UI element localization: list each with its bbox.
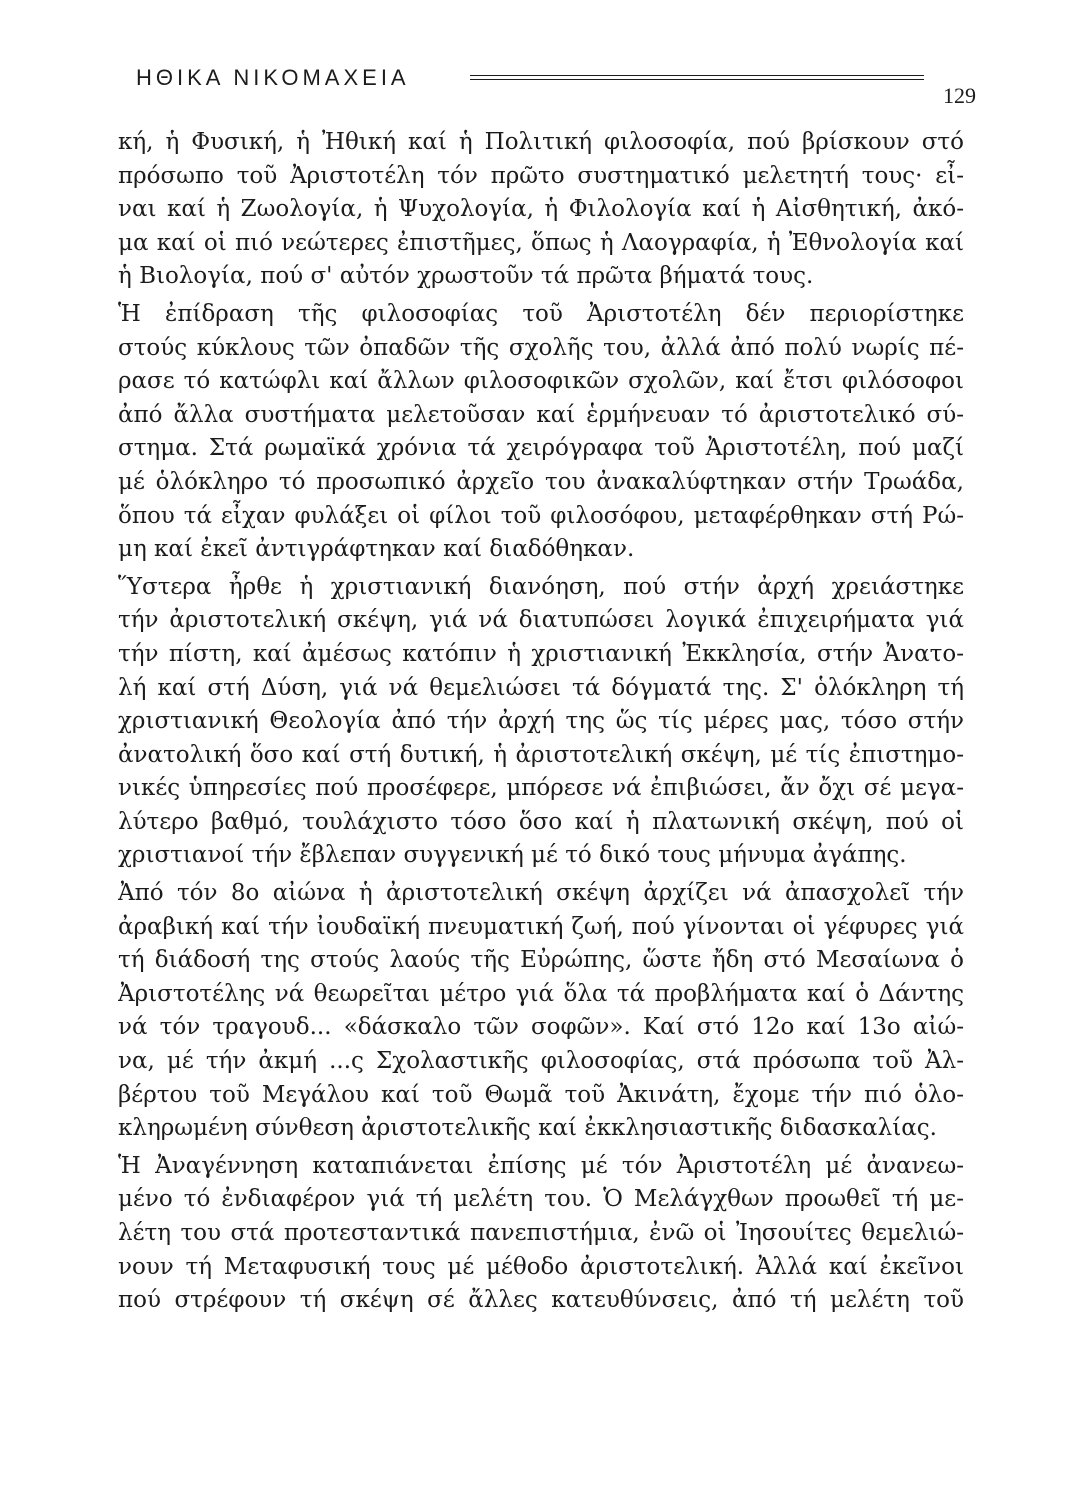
text-line: πού στρέφουν τή σκέψη σέ ἄλλες κατευθύνσεις, ἀπό τή μελέτη τοῦ <box>118 1287 964 1314</box>
text-line: Ἀριστοτέλης νά θεωρεῖται μέτρο γιά ὅλα τά προβλήματα καί ὁ Δάντης <box>118 980 964 1007</box>
text-line: βέρτου τοῦ Μεγάλου καί τοῦ Θωμᾶ τοῦ Ἀκινάτη, ἔχομε τήν πιό ὁλο- <box>118 1081 964 1108</box>
text-line: λέτη του στά προτεσταντικά πανεπιστήμια, ἐνῶ οἱ Ἰησουίτες θεμελιώ- <box>118 1220 964 1246</box>
text-line: ὅπου τά εἶχαν φυλάξει οἱ φίλοι τοῦ φιλοσόφου, μεταφέρθηκαν στή Ρώ- <box>118 502 964 529</box>
paragraph <box>118 126 964 294</box>
text-line: να, μέ τήν ἀκμή ...ς Σχολαστικῆς φιλοσοφίας, στά πρόσωπα τοῦ Ἀλ- <box>118 1048 964 1075</box>
text-line: Ἡ Ἀναγέννηση καταπιάνεται ἐπίσης μέ τόν Ἀριστοτέλη μέ ἀνανεω- <box>118 1152 964 1179</box>
text-line: ναι καί ἡ Ζωολογία, ἡ Ψυχολογία, ἡ Φιλολογία καί ἡ Αἰσθητική, ἀκό- <box>118 196 964 223</box>
paragraph <box>118 298 964 567</box>
header-title: ΗΘΙΚΑ ΝΙΚΟΜΑΧΕΙΑ <box>136 65 410 90</box>
text-line: τή διάδοσή της στούς λαούς τῆς Εὐρώπης, ὥστε ἤδη στό Μεσαίωνα ὁ <box>118 947 964 974</box>
body-text <box>118 126 964 1318</box>
text-line: Ἡ ἐπίδραση τῆς φιλοσοφίας τοῦ Ἀριστοτέλη δέν περιορίστηκε <box>118 300 964 327</box>
text-line: χριστιανοί τήν ἔβλεπαν συγγενική μέ τό δικό τους μήνυμα ἀγάπης. <box>118 842 907 869</box>
text-line: χριστιανική Θεολογία ἀπό τήν ἀρχή της ὥς τίς μέρες μας, τόσο στήν <box>118 708 964 735</box>
text-line: νικές ὑπηρεσίες πού προσέφερε, μπόρεσε νά ἐπιβιώσει, ἄν ὄχι σέ μεγα- <box>118 775 964 802</box>
page-number: 129 <box>943 83 976 108</box>
header-double-rule <box>470 75 924 80</box>
text-line: νουν τή Μεταφυσική τους μέ μέθοδο ἀριστοτελική. Ἀλλά καί ἐκεῖνοι <box>118 1253 964 1280</box>
text-line: μέ ὁλόκληρο τό προσωπικό ἀρχεῖο του ἀνακαλύφτηκαν στήν Τρωάδα, <box>118 468 964 495</box>
running-header <box>136 64 976 108</box>
text-line: στημα. Στά ρωμαϊκά χρόνια τά χειρόγραφα τοῦ Ἀριστοτέλη, πού μαζί <box>118 435 964 462</box>
text-line: νά τόν τραγουδ... «δάσκαλο τῶν σοφῶν». Καί στό 12ο καί 13ο αἰώ- <box>118 1014 964 1041</box>
paragraph <box>118 1150 964 1318</box>
text-line: τήν πίστη, καί ἀμέσως κατόπιν ἡ χριστιανική Ἐκκλησία, στήν Ἀνατο- <box>118 640 964 667</box>
text-line: ρασε τό κατώφλι καί ἄλλων φιλοσοφικῶν σχολῶν, καί ἔτσι φιλόσοφοι <box>118 368 964 395</box>
text-line: στούς κύκλους τῶν ὀπαδῶν τῆς σχολῆς του, ἀλλά ἀπό πολύ νωρίς πέ- <box>118 334 964 361</box>
text-line: μένο τό ἐνδιαφέρον γιά τή μελέτη του. Ὁ Μελάγχθων προωθεῖ τή με- <box>118 1186 964 1213</box>
text-line: ἡ Βιολογία, πού σ' αὐτόν χρωστοῦν τά πρῶτα βήματά τους. <box>118 263 814 290</box>
text-line: κή, ἡ Φυσική, ἡ Ἠθική καί ἡ Πολιτική φιλοσοφία, πού βρίσκουν στό <box>118 129 964 155</box>
paragraph <box>118 877 964 1146</box>
text-line: κληρωμένη σύνθεση ἀριστοτελικῆς καί ἐκκλησιαστικῆς διδασκαλίας. <box>118 1115 937 1142</box>
text-line: πρόσωπο τοῦ Ἀριστοτέλη τόν πρῶτο συστηματικό μελετητή τους· εἶ- <box>118 162 964 189</box>
paragraph <box>118 571 964 873</box>
text-line: ἀπό ἄλλα συστήματα μελετοῦσαν καί ἑρμήνευαν τό ἀριστοτελικό σύ- <box>118 401 964 428</box>
text-line: μη καί ἐκεῖ ἀντιγράφτηκαν καί διαδόθηκαν. <box>118 536 635 563</box>
text-line: Ὕστερα ἦρθε ἡ χριστιανική διανόηση, πού στήν ἀρχή χρειάστηκε <box>118 573 964 600</box>
text-line: μα καί οἱ πιό νεώτερες ἐπιστῆμες, ὅπως ἡ Λαογραφία, ἡ Ἐθνολογία καί <box>118 229 964 256</box>
text-line: λύτερο βαθμό, τουλάχιστο τόσο ὅσο καί ἡ πλατωνική σκέψη, πού οἱ <box>118 808 964 835</box>
text-line: λή καί στή Δύση, γιά νά θεμελιώσει τά δόγματά της. Σ' ὁλόκληρη τή <box>118 674 964 701</box>
text-line: Ἀπό τόν 8ο αἰώνα ἡ ἀριστοτελική σκέψη ἀρχίζει νά ἀπασχολεῖ τήν <box>118 880 964 907</box>
text-line: ἀνατολική ὅσο καί στή δυτική, ἡ ἀριστοτελική σκέψη, μέ τίς ἐπιστημο- <box>118 741 964 768</box>
text-line: ἀραβική καί τήν ἰουδαϊκή πνευματική ζωή, πού γίνονται οἱ γέφυρες γιά <box>118 913 964 940</box>
text-line: τήν ἀριστοτελική σκέψη, γιά νά διατυπώσει λογικά ἐπιχειρήματα γιά <box>118 607 964 634</box>
